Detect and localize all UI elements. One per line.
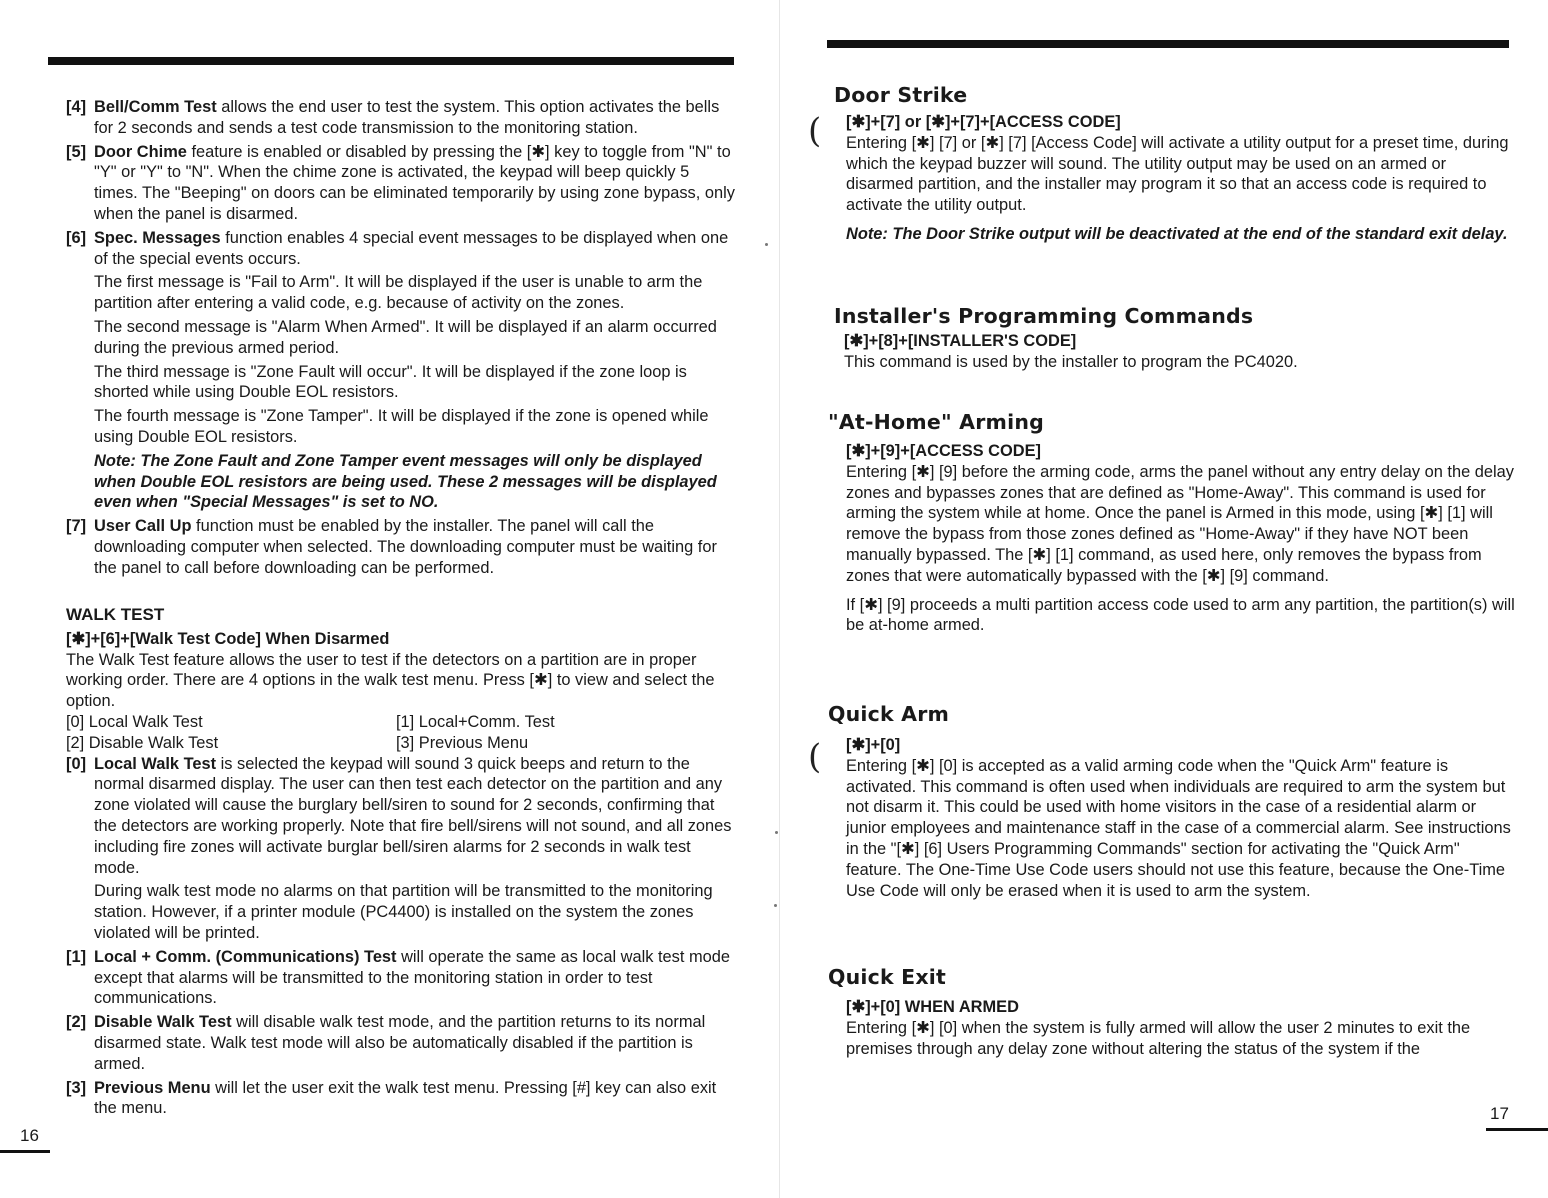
installer-text: This command is used by the installer to program the PC4020. bbox=[844, 352, 1298, 371]
item-text: allows the end user to test the system. This option activates the bells for 2 seconds and sends a test code transmission to the monitoring station. bbox=[94, 98, 720, 137]
left-items-top bbox=[66, 97, 736, 582]
left-page bbox=[0, 0, 770, 1198]
item-local-walk-test bbox=[66, 754, 736, 944]
spec-paragraph: The first message is "Fail to Arm". It will be displayed if the user is unable to arm the partition after entering a valid code, e.g. because of activity on the zones. bbox=[94, 273, 703, 313]
spec-note: Note: The Zone Fault and Zone Tamper event messages will only be displayed when Double EOL resistors are being used. These 2 messages will be displayed even when "Special Messages" is set to NO. bbox=[94, 451, 717, 512]
right-page bbox=[778, 0, 1548, 1198]
scan-speck bbox=[765, 243, 768, 246]
quick-exit-text: Entering [✱] [0] when the system is fully armed will allow the user 2 minutes to exit the premises through any delay zone without altering the status of the system if the bbox=[846, 1018, 1471, 1058]
item-text: will disable walk test mode, and the partition returns to its normal disarmed state. Walk test mode will also be automatically disabled if the partition is armed. bbox=[94, 1013, 706, 1073]
spec-paragraph: The second message is "Alarm When Armed". It will be displayed if an alarm occurred during the previous armed period. bbox=[94, 317, 717, 357]
item-previous-menu bbox=[66, 1078, 736, 1120]
door-strike-body bbox=[846, 112, 1516, 245]
item-key: [2] bbox=[66, 1013, 87, 1032]
item-text: is selected the keypad will sound 3 quick beeps and return to the normal disarmed display. The user can then test each detector on the partition and any zone violated will cause the burglary bell/siren to sound for 2 seconds, confirming that the detectors are working properly. Note that fire bell/sirens will not sound, and all zones including fire zones will activate burglar bell/siren alarms for 2 seconds in walk test mode. bbox=[94, 754, 732, 877]
margin-bracket-mark: ( bbox=[808, 111, 822, 151]
item-key: [7] bbox=[66, 517, 87, 536]
quick-arm-heading: Quick Arm bbox=[828, 702, 950, 726]
item-spec-messages bbox=[66, 228, 736, 513]
item-title: Disable Walk Test bbox=[94, 1013, 232, 1032]
scan-speck bbox=[775, 831, 778, 834]
door-strike-text: Entering [✱] [7] or [✱] [7] [Access Code] will activate a utility output for a preset time, during which the keypad buzzer will sound. The utility output may be used on an armed or disarmed partition, and the installer may program it so that an access code is required to activate the utility output. bbox=[846, 133, 1509, 215]
spec-paragraph: The fourth message is "Zone Tamper". It will be displayed if the zone is opened while using Double EOL resistors. bbox=[94, 407, 709, 446]
item-title: Previous Menu bbox=[94, 1078, 211, 1097]
page-number-rule bbox=[1486, 1128, 1548, 1131]
quick-exit-body bbox=[846, 997, 1516, 1059]
spec-paragraph: The third message is "Zone Fault will occur". It will be displayed if the zone loop is shorted while using Double EOL resistors. bbox=[94, 362, 687, 402]
item-title: Bell/Comm Test bbox=[94, 98, 217, 116]
item-title: Local Walk Test bbox=[94, 754, 217, 773]
quick-arm-command: [✱]+[0] bbox=[846, 736, 901, 754]
page-number: 17 bbox=[1490, 1104, 1509, 1123]
item-local-comm-test bbox=[66, 947, 736, 1009]
item-title: User Call Up bbox=[94, 517, 192, 536]
spec-paragraphs bbox=[94, 272, 736, 513]
left-top-rule bbox=[48, 57, 734, 65]
item-text: will let the user exit the walk test menu. Pressing [#] key can also exit the menu. bbox=[94, 1078, 717, 1118]
quick-arm-text: Entering [✱] [0] is accepted as a valid arming code when the "Quick Arm" feature is activated. This command is often used when individuals are required to arm the system but not disarm it. This could be used with home visitors in the case of a residential alarm or junior employees and maintenance staff in the case of a commercial alarm. See instructions in the "[✱] [6] Users Programming Commands" section for activating the "Quick Arm" feature. The One-Time Use Code users should not use this feature, because the One-Time Use Code will only be erased when it is used to arm the system. bbox=[846, 756, 1511, 900]
item-text: function enables 4 special event messages to be displayed when one of the special events occurs. bbox=[94, 228, 729, 268]
item-key: [0] bbox=[66, 754, 87, 773]
walk-option: [2] Disable Walk Test bbox=[66, 733, 219, 752]
item-paragraph: During walk test mode no alarms on that partition will be transmitted to the monitoring station. However, if a printer module (PC4400) is installed on the system the zones violated will be printed. bbox=[94, 882, 713, 942]
item-text: feature is enabled or disabled by pressing the [✱] key to toggle from "N" to "Y" or "Y" to "N". When the chime zone is activated, the keypad will beep quickly 5 times. The "Beeping" on doors can be eliminated temporarily by using zone bypass, only when the panel is disarmed. bbox=[94, 142, 735, 223]
walk-test-options bbox=[66, 712, 736, 754]
right-top-rule bbox=[827, 40, 1509, 48]
walk-option: [3] Previous Menu bbox=[396, 733, 529, 752]
walk-test-section bbox=[66, 605, 736, 1122]
door-strike-heading: Door Strike bbox=[834, 83, 968, 107]
item-bell-comm bbox=[66, 97, 736, 139]
item-key: [1] bbox=[66, 947, 87, 966]
item-key: [6] bbox=[66, 228, 87, 247]
scan-speck bbox=[774, 904, 777, 907]
item-key: [4] bbox=[66, 98, 87, 116]
item-text: function must be enabled by the installer. The panel will call the downloading computer when selected. The downloading computer must be waiting for the panel to call before downloading can be performed. bbox=[94, 517, 717, 577]
at-home-body bbox=[846, 441, 1516, 636]
at-home-text: Entering [✱] [9] before the arming code, arms the panel without any entry delay on the delay zones and bypasses zones that are defined as "Home-Away". This command is used for arming the system while at home. Once the panel is Armed in this mode, using [✱] [1] will remove the bypass from those zones defined as "Home-Away" if they have NOT been manually bypassed. The [✱] [1] command, as used here, only removes the bypass from zones that were automatically bypassed with the [✱] [9] command. bbox=[846, 462, 1514, 585]
item-title: Spec. Messages bbox=[94, 228, 221, 247]
installer-command: [✱]+[8]+[INSTALLER'S CODE] bbox=[844, 332, 1077, 350]
quick-exit-command: [✱]+[0] WHEN ARMED bbox=[846, 998, 1019, 1016]
page-number: 16 bbox=[20, 1126, 39, 1145]
at-home-heading: "At-Home" Arming bbox=[828, 410, 1045, 434]
quick-exit-heading: Quick Exit bbox=[828, 965, 947, 989]
at-home-command: [✱]+[9]+[ACCESS CODE] bbox=[846, 442, 1041, 460]
item-user-call-up bbox=[66, 516, 736, 578]
item-key: [5] bbox=[66, 142, 87, 161]
walk-test-intro: The Walk Test feature allows the user to test if the detectors on a partition are in proper working order. There are 4 options in the walk test menu. Press [✱] to view and select the option. bbox=[66, 650, 715, 711]
item-key: [3] bbox=[66, 1078, 87, 1097]
item-title: Local + Comm. (Communications) Test bbox=[94, 947, 397, 966]
installer-heading: Installer's Programming Commands bbox=[834, 304, 1254, 328]
walk-test-heading: WALK TEST bbox=[66, 605, 165, 624]
page-number-rule bbox=[0, 1150, 50, 1153]
item-text: will operate the same as local walk test mode except that alarms will be transmitted to the monitoring station in order to test communications. bbox=[94, 947, 730, 1008]
margin-bracket-mark: ( bbox=[808, 737, 822, 777]
item-disable-walk-test bbox=[66, 1012, 736, 1074]
item-door-chime bbox=[66, 142, 736, 225]
walk-option: [1] Local+Comm. Test bbox=[396, 712, 555, 731]
walk-test-command: [✱]+[6]+[Walk Test Code] When Disarmed bbox=[66, 629, 390, 648]
door-strike-command: [✱]+[7] or [✱]+[7]+[ACCESS CODE] bbox=[846, 113, 1121, 131]
quick-arm-body bbox=[846, 735, 1516, 901]
at-home-text2: If [✱] [9] proceeds a multi partition access code used to arm any partition, the partition(s) will be at-home armed. bbox=[846, 595, 1515, 635]
item-title: Door Chime bbox=[94, 142, 187, 161]
door-strike-note: Note: The Door Strike output will be deactivated at the end of the standard exit delay. bbox=[846, 224, 1508, 243]
walk-option: [0] Local Walk Test bbox=[66, 712, 203, 731]
installer-body bbox=[844, 331, 1514, 373]
